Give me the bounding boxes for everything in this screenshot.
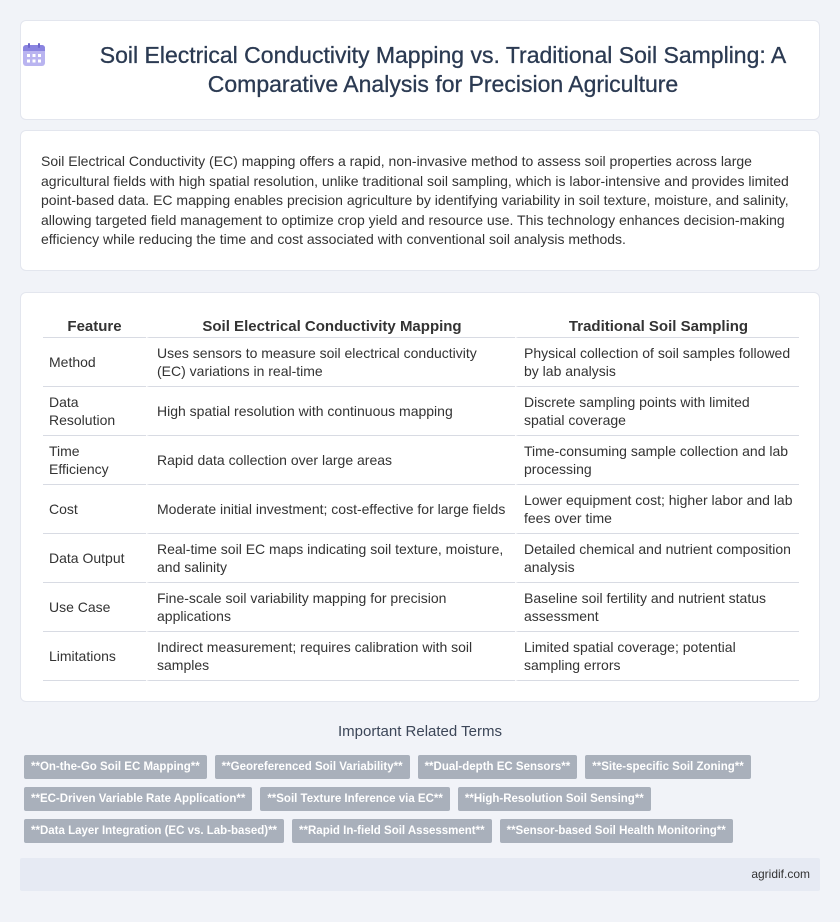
traditional-sampling-cell: Detailed chemical and nutrient composition analysis [515, 534, 799, 583]
related-terms-title: Important Related Terms [338, 723, 502, 740]
table-row [43, 583, 799, 632]
feature-cell: Limitations [43, 632, 146, 681]
intro-card [20, 130, 820, 271]
related-term-tag[interactable]: **Georeferenced Soil Variability** [215, 755, 410, 779]
related-term-tag[interactable]: **Data Layer Integration (EC vs. Lab-based)** [24, 819, 284, 843]
traditional-sampling-cell: Discrete sampling points with limited spatial coverage [515, 387, 799, 436]
ec-mapping-cell: High spatial resolution with continuous mapping [146, 387, 515, 436]
traditional-sampling-cell: Physical collection of soil samples followed by lab analysis [515, 338, 799, 387]
traditional-sampling-cell: Lower equipment cost; higher labor and lab fees over time [515, 485, 799, 534]
related-term-tag[interactable]: **Site-specific Soil Zoning** [585, 755, 750, 779]
ec-mapping-cell: Rapid data collection over large areas [146, 436, 515, 485]
traditional-sampling-cell: Limited spatial coverage; potential sampling errors [515, 632, 799, 681]
related-term-tag[interactable]: **EC-Driven Variable Rate Application** [24, 787, 252, 811]
footer-site-link[interactable]: agridif.com [751, 867, 810, 881]
table-row [43, 534, 799, 583]
related-term-tag[interactable]: **High-Resolution Soil Sensing** [458, 787, 651, 811]
related-term-tag[interactable]: **Soil Texture Inference via EC** [260, 787, 450, 811]
comparison-table [43, 313, 799, 681]
related-term-tag[interactable]: **Dual-depth EC Sensors** [418, 755, 578, 779]
table-header-row [43, 313, 799, 338]
feature-cell: Use Case [43, 583, 146, 632]
comparison-table-card [20, 292, 820, 702]
traditional-sampling-cell: Time-consuming sample collection and lab processing [515, 436, 799, 485]
ec-mapping-cell: Fine-scale soil variability mapping for precision applications [146, 583, 515, 632]
ec-mapping-cell: Moderate initial investment; cost-effective for large fields [146, 485, 515, 534]
title-wrap [21, 41, 819, 99]
related-terms-list [24, 755, 804, 843]
intro-paragraph: Soil Electrical Conductivity (EC) mapping offers a rapid, non-invasive method to assess soil properties across large agricultural fields with high spatial resolution, unlike traditional soil sampling, which is labor-intensive and provides limited point-based data. EC mapping enables precision agriculture by identifying variability in soil texture, moisture, and salinity, allowing targeted field management to optimize crop yield and resource use. This technology enhances decision-making efficiency while reducing the time and cost associated with conventional soil analysis methods. [41, 153, 789, 247]
feature-cell: Data Resolution [43, 387, 146, 436]
column-header-feature: Feature [43, 313, 146, 338]
traditional-sampling-cell: Baseline soil fertility and nutrient status assessment [515, 583, 799, 632]
table-row [43, 485, 799, 534]
page-title: Soil Electrical Conductivity Mapping vs. Traditional Soil Sampling: A Comparative Analysis for Precision Agriculture [99, 42, 787, 97]
related-term-tag[interactable]: **Sensor-based Soil Health Monitoring** [500, 819, 733, 843]
title-card [20, 20, 820, 120]
related-term-tag[interactable]: **Rapid In-field Soil Assessment** [292, 819, 492, 843]
table-row [43, 436, 799, 485]
ec-mapping-cell: Indirect measurement; requires calibration with soil samples [146, 632, 515, 681]
column-header-traditional-sampling: Traditional Soil Sampling [515, 313, 799, 338]
feature-cell: Method [43, 338, 146, 387]
table-row [43, 387, 799, 436]
related-term-tag[interactable]: **On-the-Go Soil EC Mapping** [24, 755, 207, 779]
calendar-icon [21, 42, 47, 68]
table-row [43, 338, 799, 387]
table-row [43, 632, 799, 681]
feature-cell: Time Efficiency [43, 436, 146, 485]
feature-cell: Cost [43, 485, 146, 534]
ec-mapping-cell: Real-time soil EC maps indicating soil texture, moisture, and salinity [146, 534, 515, 583]
ec-mapping-cell: Uses sensors to measure soil electrical conductivity (EC) variations in real-time [146, 338, 515, 387]
footer [20, 858, 820, 891]
column-header-ec-mapping: Soil Electrical Conductivity Mapping [146, 313, 515, 338]
feature-cell: Data Output [43, 534, 146, 583]
